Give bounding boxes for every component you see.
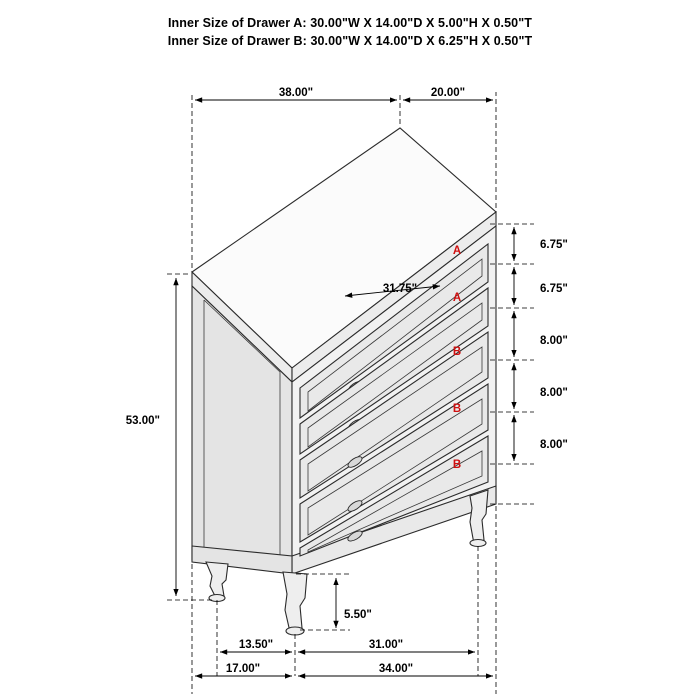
dim-drawer-height-1: 6.75" [540,239,568,251]
dim-total-height: 53.00" [125,415,160,427]
drawer-label-3: B [452,346,462,358]
dim-leg-height: 5.50" [344,609,372,621]
leg-front-left [206,562,228,602]
dim-drawer-height-5: 8.00" [540,439,568,451]
header-line-1: Inner Size of Drawer A: 30.00"W X 14.00"D X 5.00"H X 0.50"T [167,16,532,30]
dim-base-width: 31.00" [368,639,404,651]
dim-base-depth-small: 13.50" [238,639,274,651]
furniture-illustration [192,128,496,635]
dim-top-depth: 20.00" [430,87,466,99]
header-line-2: Inner Size of Drawer B: 30.00"W X 14.00"D X 6.25"H X 0.50"T [167,34,533,48]
dim-drawer-height-2: 6.75" [540,283,568,295]
drawer-label-5: B [452,459,462,471]
dim-drawer-face-width: 31.75" [382,283,418,295]
leg-right [470,490,488,547]
dim-top-width: 38.00" [278,87,314,99]
dim-foot-width: 34.00" [378,663,414,675]
dim-drawer-height-3: 8.00" [540,335,568,347]
dim-foot-depth: 17.00" [225,663,261,675]
drawer-label-4: B [452,403,462,415]
drawer-label-1: A [452,245,462,257]
dim-drawer-height-4: 8.00" [540,387,568,399]
drawer-label-2: A [452,292,462,304]
leg-front-center [283,572,307,635]
